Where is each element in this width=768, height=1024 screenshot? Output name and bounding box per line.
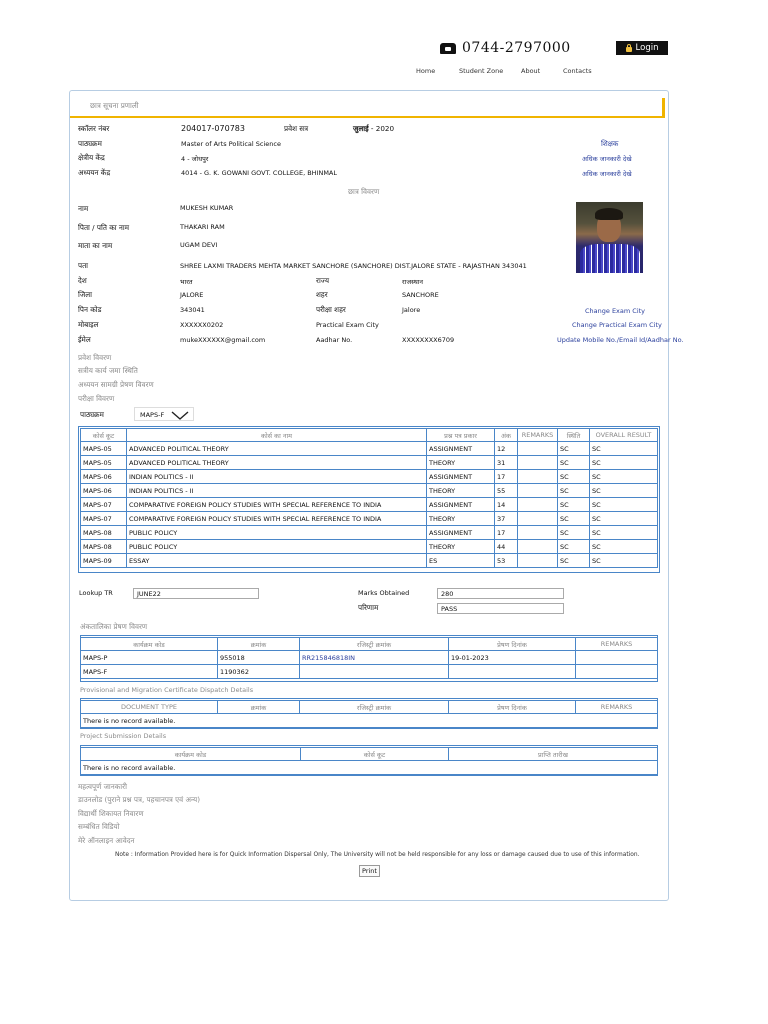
nav-home[interactable]: Home bbox=[416, 67, 436, 75]
exam-cell bbox=[518, 512, 558, 526]
marksheet-header-2: रजिस्ट्री क्रमांक bbox=[300, 638, 449, 651]
regional-label: क्षेत्रीय केंद्र bbox=[78, 153, 105, 162]
study-value: 4014 - G. K. GOWANI GOVT. COLLEGE, BHINMAL bbox=[181, 169, 337, 177]
program-label: पाठ्यक्रम bbox=[80, 410, 104, 419]
teacher-link[interactable]: शिक्षक bbox=[601, 139, 619, 148]
session-year: - 2020 bbox=[368, 124, 395, 133]
assignment-status-link[interactable]: सत्रीय कार्य जमा स्थिति bbox=[78, 366, 138, 375]
exam-cell: MAPS-07 bbox=[81, 512, 127, 526]
table-row bbox=[81, 498, 658, 512]
exam-cell: SC bbox=[590, 456, 658, 470]
change-exam-city-link[interactable]: Change Exam City bbox=[585, 307, 646, 315]
result-field[interactable]: PASS bbox=[437, 603, 564, 614]
exam-cell: MAPS-05 bbox=[81, 456, 127, 470]
marksheet-table bbox=[80, 637, 658, 679]
exam-cell: ASSIGNMENT bbox=[427, 470, 495, 484]
more-info-link-2[interactable]: अधिक जानकारी देखे bbox=[582, 170, 632, 178]
provisional-header-1: क्रमांक bbox=[218, 701, 300, 714]
aadhar-value: XXXXXXXX6709 bbox=[402, 336, 455, 344]
marksheet-cell bbox=[449, 665, 576, 679]
state-label: राज्य bbox=[316, 276, 330, 285]
exam-cell bbox=[518, 554, 558, 568]
table-row bbox=[81, 442, 658, 456]
exam-header-2: प्रश्न पत्र प्रकार bbox=[427, 429, 495, 442]
exam-cell: THEORY bbox=[427, 456, 495, 470]
project-header-1: कोर्स कूट bbox=[301, 748, 449, 761]
provisional-header-3: प्रेषण दिनांक bbox=[449, 701, 576, 714]
program-select-value: MAPS-F bbox=[140, 411, 165, 419]
father-value: THAKARI RAM bbox=[180, 223, 225, 231]
marksheet-cell bbox=[576, 651, 658, 665]
marksheet-title: अंकतालिका प्रेषण विवरण bbox=[80, 622, 148, 631]
exam-cell: ADVANCED POLITICAL THEORY bbox=[127, 456, 427, 470]
marks-obtained-label: Marks Obtained bbox=[358, 589, 410, 597]
practical-city-label: Practical Exam City bbox=[316, 321, 379, 329]
exam-cell: INDIAN POLITICS - II bbox=[127, 470, 427, 484]
exam-cell: SC bbox=[558, 498, 590, 512]
student-photo bbox=[576, 202, 643, 273]
provisional-empty: There is no record available. bbox=[81, 714, 658, 728]
mobile-label: मोबाइल bbox=[78, 320, 99, 329]
exam-cell: ESSAY bbox=[127, 554, 427, 568]
grievance-link[interactable]: विद्यार्थी शिकायत निवारण bbox=[78, 809, 144, 818]
print-button[interactable]: Print bbox=[359, 865, 380, 877]
phone-text: 0744-2797000 bbox=[462, 40, 571, 56]
nav-contacts[interactable]: Contacts bbox=[563, 67, 592, 75]
exam-cell: SC bbox=[590, 554, 658, 568]
exam-cell: MAPS-09 bbox=[81, 554, 127, 568]
exam-cell: SC bbox=[590, 442, 658, 456]
session-label: प्रवेश सत्र bbox=[284, 124, 309, 133]
district-label: जिला bbox=[78, 290, 92, 299]
login-button[interactable] bbox=[616, 41, 668, 55]
videos-link[interactable]: सम्बंधित विडियो bbox=[78, 822, 120, 831]
exam-cell: ES bbox=[427, 554, 495, 568]
exam-cell: SC bbox=[558, 554, 590, 568]
exam-cell: 12 bbox=[495, 442, 518, 456]
lookup-tr-label: Lookup TR bbox=[79, 589, 113, 597]
exam-header-6: OVERALL RESULT bbox=[590, 429, 658, 442]
course-value: Master of Arts Political Science bbox=[181, 140, 281, 148]
nav-about[interactable]: About bbox=[521, 67, 541, 75]
exam-cell: MAPS-08 bbox=[81, 526, 127, 540]
table-row bbox=[81, 484, 658, 498]
marksheet-cell: 19-01-2023 bbox=[449, 651, 576, 665]
exam-cell: 17 bbox=[495, 470, 518, 484]
exam-header-5: स्थिति bbox=[558, 429, 590, 442]
exam-cell: MAPS-06 bbox=[81, 484, 127, 498]
provisional-table bbox=[80, 700, 658, 728]
marksheet-cell: 955018 bbox=[218, 651, 300, 665]
exam-cell: SC bbox=[558, 484, 590, 498]
exam-cell: ASSIGNMENT bbox=[427, 442, 495, 456]
exam-cell: MAPS-08 bbox=[81, 540, 127, 554]
pin-value: 343041 bbox=[180, 306, 205, 314]
panel-title: छात्र सूचना प्रणाली bbox=[90, 101, 139, 110]
course-label: पाठ्यक्रम bbox=[78, 139, 102, 148]
mother-value: UGAM DEVI bbox=[180, 241, 218, 249]
address-label: पता bbox=[78, 261, 89, 270]
exam-cell: ADVANCED POLITICAL THEORY bbox=[127, 442, 427, 456]
address-value: SHREE LAXMI TRADERS MEHTA MARKET SANCHORE (SANCHORE) DIST.JALORE STATE - RAJASTHAN 343041 bbox=[180, 262, 527, 270]
important-info-link[interactable]: महत्वपूर्ण जानकारी bbox=[78, 782, 127, 791]
city-value: SANCHORE bbox=[402, 291, 439, 299]
table-row bbox=[81, 470, 658, 484]
scholar-label: स्कॉलर नंबर bbox=[78, 124, 110, 133]
student-section-title: छात्र विवरण bbox=[348, 187, 380, 196]
marksheet-cell: 1190362 bbox=[218, 665, 300, 679]
nav-student-zone[interactable]: Student Zone bbox=[459, 67, 504, 75]
project-empty: There is no record available. bbox=[81, 761, 658, 775]
regional-value: 4 - जोधपुर bbox=[181, 155, 209, 163]
exam-cell: MAPS-05 bbox=[81, 442, 127, 456]
exam-cell: COMPARATIVE FOREIGN POLICY STUDIES WITH SPECIAL REFERENCE TO INDIA bbox=[127, 498, 427, 512]
exam-details-link[interactable]: परीक्षा विवरण bbox=[78, 394, 115, 403]
phone-number bbox=[440, 40, 571, 56]
table-row bbox=[81, 456, 658, 470]
admission-details-link[interactable]: प्रवेश विवरण bbox=[78, 353, 112, 362]
exam-cell bbox=[518, 442, 558, 456]
exam-cell: SC bbox=[558, 540, 590, 554]
pin-label: पिन कोड bbox=[78, 305, 102, 314]
exam-cell: THEORY bbox=[427, 540, 495, 554]
exam-cell bbox=[518, 470, 558, 484]
lookup-tr-field[interactable]: JUNE22 bbox=[133, 588, 259, 599]
exam-cell bbox=[518, 540, 558, 554]
exam-cell: 14 bbox=[495, 498, 518, 512]
name-label: नाम bbox=[78, 204, 89, 213]
marksheet-header-0: कार्यक्रम कोड bbox=[81, 638, 218, 651]
exam-cell: 17 bbox=[495, 526, 518, 540]
project-table bbox=[80, 747, 658, 775]
exam-cell: SC bbox=[590, 512, 658, 526]
exam-cell: SC bbox=[558, 512, 590, 526]
study-material-link[interactable]: अध्ययन सामग्री प्रेषण विवरण bbox=[78, 380, 154, 389]
exam-cell: SC bbox=[590, 526, 658, 540]
marksheet-cell: MAPS-F bbox=[81, 665, 218, 679]
chevron-down-icon bbox=[171, 411, 189, 420]
exam-cell: SC bbox=[558, 526, 590, 540]
mother-label: माता का नाम bbox=[78, 241, 113, 250]
exam-header-4: REMARKS bbox=[518, 429, 558, 442]
marksheet-cell bbox=[300, 665, 449, 679]
country-label: देश bbox=[78, 276, 87, 285]
exam-cell: ASSIGNMENT bbox=[427, 498, 495, 512]
exam-cell: 37 bbox=[495, 512, 518, 526]
exam-cell: 55 bbox=[495, 484, 518, 498]
exam-cell: PUBLIC POLICY bbox=[127, 540, 427, 554]
exam-header-0: कोर्स कूट bbox=[81, 429, 127, 442]
telephone-icon bbox=[440, 43, 456, 54]
exam-city-label: परीक्षा शहर bbox=[316, 305, 346, 314]
table-row bbox=[81, 526, 658, 540]
project-header-2: प्राप्ति तारीख bbox=[449, 748, 658, 761]
exam-cell: 44 bbox=[495, 540, 518, 554]
aadhar-label: Aadhar No. bbox=[316, 336, 353, 344]
marksheet-cell: MAPS-P bbox=[81, 651, 218, 665]
exam-cell: SC bbox=[558, 470, 590, 484]
exam-cell: THEORY bbox=[427, 512, 495, 526]
table-row bbox=[81, 512, 658, 526]
provisional-title: Provisional and Migration Certificate Dispatch Details bbox=[80, 686, 254, 694]
exam-cell: MAPS-07 bbox=[81, 498, 127, 512]
exam-cell: 31 bbox=[495, 456, 518, 470]
exam-cell bbox=[518, 498, 558, 512]
exam-cell: SC bbox=[558, 442, 590, 456]
email-value: mukeXXXXXX@gmail.com bbox=[180, 336, 266, 344]
result-label: परिणाम bbox=[358, 603, 379, 612]
exam-header-3: अंक bbox=[495, 429, 518, 442]
exam-cell: SC bbox=[558, 456, 590, 470]
marksheet-header-4: REMARKS bbox=[576, 638, 658, 651]
update-contact-link[interactable]: Update Mobile No./Email Id/Aadhar No. bbox=[557, 336, 684, 344]
my-applications-link[interactable]: मेरे ऑनलाइन आवेदन bbox=[78, 836, 135, 845]
login-label: Login bbox=[635, 43, 659, 53]
project-header-0: कार्यक्रम कोड bbox=[81, 748, 301, 761]
marksheet-cell bbox=[576, 665, 658, 679]
disclaimer-note: Note : Information Provided here is for Quick Information Dispersal Only, The University will not be held responsible for any loss or damage caused due to use of this information. bbox=[115, 852, 640, 858]
download-link[interactable]: डाउनलोड (पुराने प्रश्न पत्र, पहचानपत्र एवं अन्य) bbox=[78, 795, 201, 804]
exam-cell: INDIAN POLITICS - II bbox=[127, 484, 427, 498]
marksheet-header-3: प्रेषण दिनांक bbox=[449, 638, 576, 651]
study-label: अध्ययन केंद्र bbox=[78, 168, 111, 177]
email-label: ईमेल bbox=[78, 335, 91, 344]
change-practical-city-link[interactable]: Change Practical Exam City bbox=[572, 321, 662, 329]
exam-cell: SC bbox=[590, 484, 658, 498]
scholar-value: 204017-070783 bbox=[181, 124, 245, 133]
exam-table bbox=[80, 428, 658, 568]
name-value: MUKESH KUMAR bbox=[180, 204, 234, 212]
lock-icon bbox=[626, 47, 632, 52]
session-value: जुलाई bbox=[353, 124, 369, 133]
program-select[interactable] bbox=[134, 407, 194, 421]
more-info-link-1[interactable]: अधिक जानकारी देखे bbox=[582, 155, 632, 163]
exam-cell: MAPS-06 bbox=[81, 470, 127, 484]
exam-header-1: कोर्स का नाम bbox=[127, 429, 427, 442]
table-row bbox=[81, 540, 658, 554]
exam-cell: SC bbox=[590, 540, 658, 554]
table-row bbox=[81, 651, 658, 665]
table-row bbox=[81, 665, 658, 679]
exam-cell: ASSIGNMENT bbox=[427, 526, 495, 540]
exam-cell bbox=[518, 484, 558, 498]
exam-cell bbox=[518, 456, 558, 470]
project-title: Project Submission Details bbox=[80, 732, 167, 740]
exam-cell: SC bbox=[590, 498, 658, 512]
exam-cell: 53 bbox=[495, 554, 518, 568]
provisional-header-4: REMARKS bbox=[576, 701, 658, 714]
exam-cell bbox=[518, 526, 558, 540]
city-label: शहर bbox=[316, 290, 328, 299]
exam-cell: COMPARATIVE FOREIGN POLICY STUDIES WITH SPECIAL REFERENCE TO INDIA bbox=[127, 512, 427, 526]
exam-cell: SC bbox=[590, 470, 658, 484]
marksheet-header-1: क्रमांक bbox=[218, 638, 300, 651]
exam-city-value: Jalore bbox=[402, 306, 421, 314]
mobile-value: XXXXXX0202 bbox=[180, 321, 224, 329]
district-value: JALORE bbox=[180, 291, 204, 299]
country-value: भारत bbox=[180, 278, 193, 286]
panel-header bbox=[70, 98, 665, 118]
state-value: राजस्थान bbox=[402, 278, 424, 286]
provisional-header-0: DOCUMENT TYPE bbox=[81, 701, 218, 714]
father-label: पिता / पति का नाम bbox=[78, 223, 130, 232]
marks-obtained-field[interactable]: 280 bbox=[437, 588, 564, 599]
exam-cell: THEORY bbox=[427, 484, 495, 498]
provisional-header-2: रजिस्ट्री क्रमांक bbox=[300, 701, 449, 714]
table-row bbox=[81, 554, 658, 568]
marksheet-cell: RR215846818IN bbox=[300, 651, 449, 665]
exam-cell: PUBLIC POLICY bbox=[127, 526, 427, 540]
